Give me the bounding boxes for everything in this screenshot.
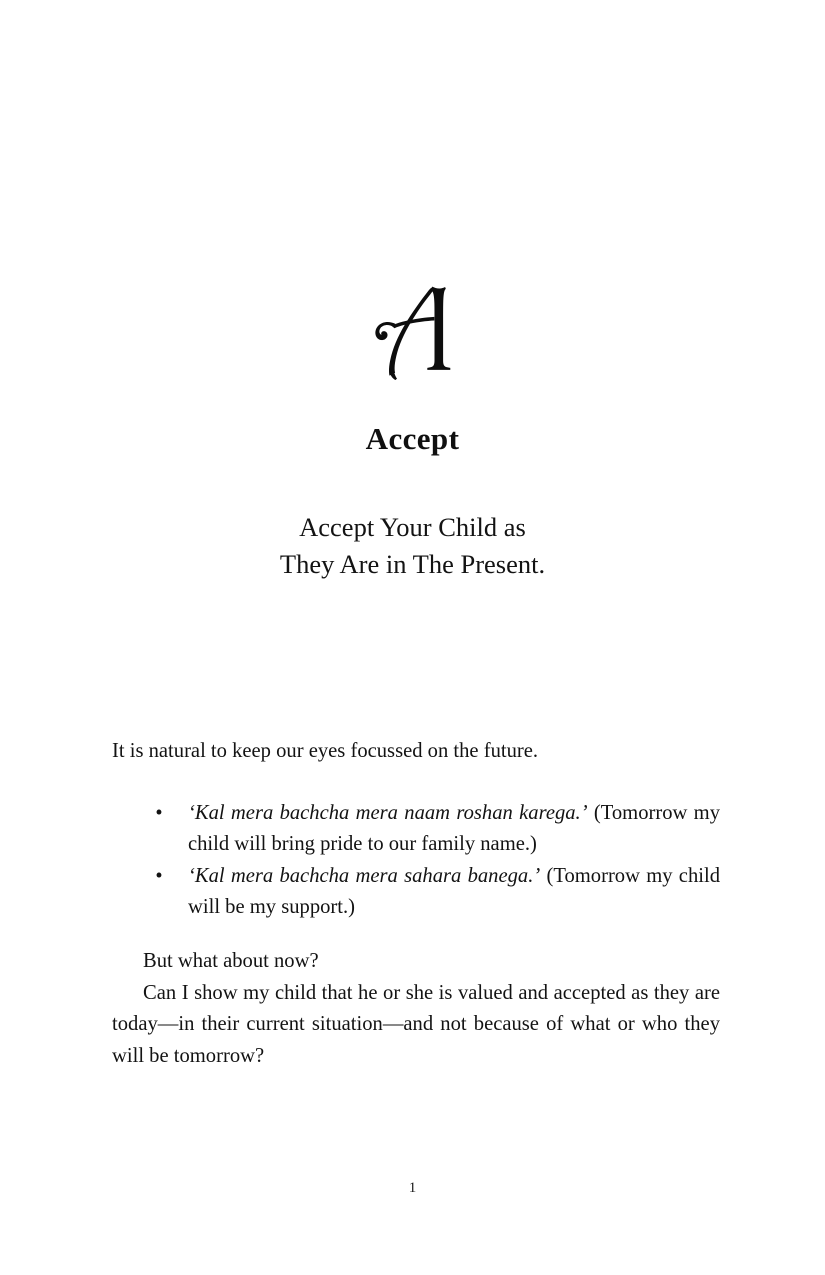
paragraph-3: Can I show my child that he or she is valued and accepted as they are today—in their current situation—and not because of what or who they will be tomorrow?	[112, 981, 720, 1067]
list-item-translation: (Tomorrow my child will be my support.)	[188, 864, 720, 919]
chapter-subtitle	[173, 509, 653, 583]
body-text-block	[112, 736, 720, 1072]
lead-paragraph: It is natural to keep our eyes focussed on the future.	[112, 740, 539, 762]
chapter-subtitle-line-2: They Are in The Present.	[279, 549, 546, 580]
list-item-phrase: ‘Kal mera bachcha mera sahara banega.’	[188, 864, 541, 887]
list-item-translation: (Tomorrow my child will bring pride to our family name.)	[188, 801, 721, 856]
chapter-opener	[0, 280, 825, 583]
list-item-phrase: ‘Kal mera bachcha mera naam roshan karega.’	[188, 801, 588, 824]
page-number: 1	[408, 1180, 417, 1196]
list-item	[112, 861, 720, 924]
bullet-dot-icon: •	[155, 864, 163, 887]
list-item	[112, 798, 720, 861]
decorative-swash-capital-a-icon	[0, 280, 825, 388]
chapter-subtitle-line-1: Accept Your Child as	[299, 512, 526, 543]
bullet-list	[112, 798, 720, 924]
list-spacer	[112, 924, 720, 946]
paragraph-spacer	[112, 768, 720, 798]
bullet-dot-icon: •	[155, 801, 163, 824]
paragraph-2: But what about now?	[143, 949, 319, 972]
chapter-title: Accept	[365, 421, 460, 456]
